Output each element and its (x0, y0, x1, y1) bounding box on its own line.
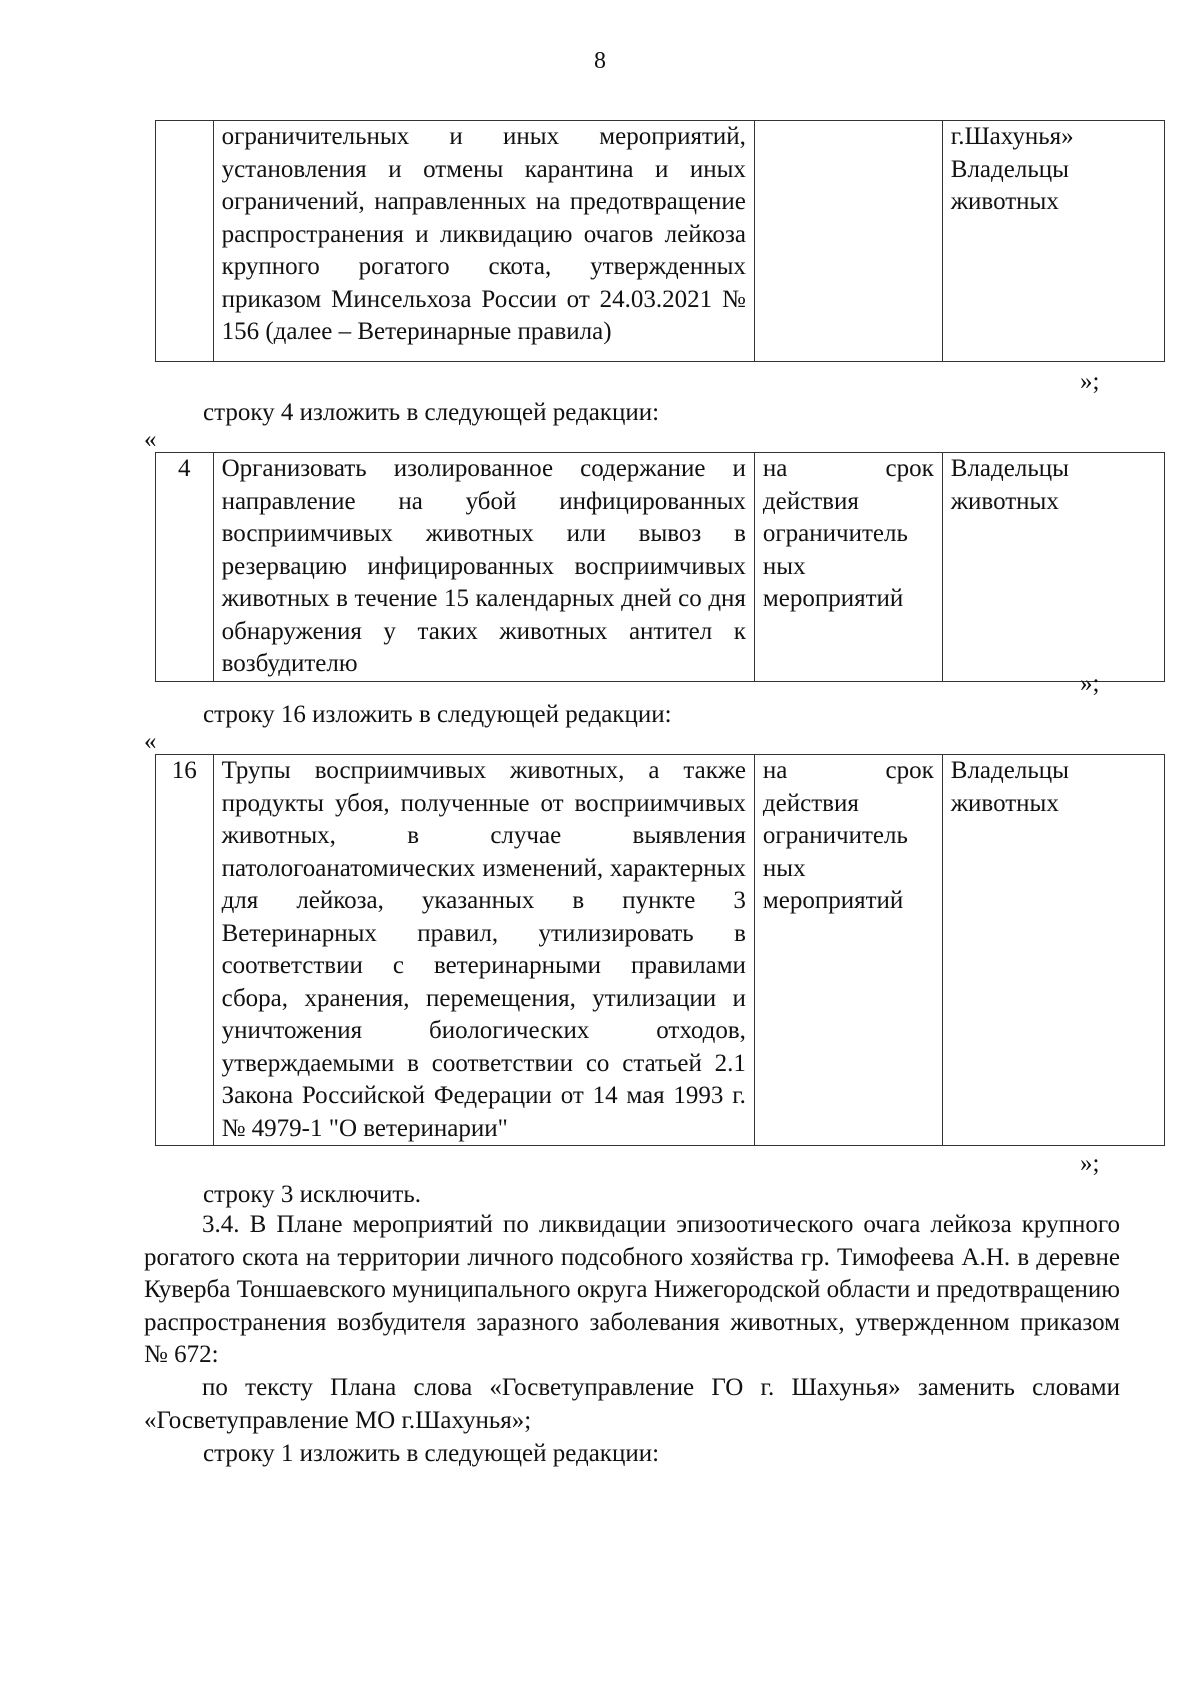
instruction-row-4: строку 4 изложить в следующей редакции: (203, 399, 660, 426)
table-row-16 (155, 754, 1165, 1146)
opening-quote: « (144, 728, 157, 755)
term-cell: на срок действия ограничитель ных мероприятий (754, 755, 942, 1146)
instruction-row-3: строку 3 исключить. (203, 1181, 421, 1208)
instruction-row-16: строку 16 изложить в следующей редакции: (203, 701, 672, 728)
table-row (156, 453, 1165, 682)
term-cell: на срок действия ограничитель ных мероприятий (754, 453, 942, 682)
row-number-cell: 16 (156, 755, 214, 1146)
paragraph-3-4-text: 3.4. В Плане мероприятий по ликвидации эпизоотического очага лейкоза крупного рогатого скота на территории личного подсобного хозяйства гр. Тимофеева А.Н. в деревне Куверба Тоншаевского муниципального округа Нижегородской области и предотвращению распространения возбудителя заразного заболевания животных, утвержденном приказом № 672: (144, 1211, 1120, 1368)
paragraph-3-4 (144, 1209, 1120, 1372)
responsible-cell: Владельцы животных (942, 453, 1164, 682)
term-cell (754, 121, 942, 362)
opening-quote: « (144, 426, 157, 453)
table-row-4 (155, 452, 1165, 682)
page-number: 8 (594, 48, 606, 74)
table-row (156, 121, 1165, 362)
table-row (156, 755, 1165, 1146)
responsible-cell: Владельцы животных (942, 755, 1164, 1146)
paragraph-replace-text: по тексту Плана слова «Госветуправление ГО г. Шахунья» заменить словами «Госветуправление МО г.Шахунья»; (144, 1374, 1120, 1434)
measure-text-cell: Трупы восприимчивых животных, а также продукты убоя, полученные от восприимчивых животных, в случае выявления патологоанатомических изменений, характерных для лейкоза, указанных в пункте 3 Ветеринарных правил, утилизировать в соответствии с ветеринарными правилами сбора, хранения, перемещения, утилизации и уничтожения биологических отходов, утверждаемыми в соответствии со статьей 2.1 Закона Российской Федерации от 14 мая 1993 г. № 4979-1 "О ветеринарии" (213, 755, 754, 1146)
closing-quote: »; (1080, 670, 1100, 697)
measure-text-cell: ограничительных и иных мероприятий, установления и отмены карантина и иных ограничений, направленных на предотвращение распространения и ликвидацию очагов лейкоза крупного рогатого скота, утвержденных приказом Минсельхоза России от 24.03.2021 № 156 (далее – Ветеринарные правила) (213, 121, 754, 362)
closing-quote: »; (1080, 1150, 1100, 1177)
table-continuation (155, 120, 1165, 362)
closing-quote: »; (1080, 368, 1100, 395)
instruction-row-1: строку 1 изложить в следующей редакции: (203, 1440, 660, 1467)
row-number-cell: 4 (156, 453, 214, 682)
responsible-cell: г.Шахунья» Владельцы животных (942, 121, 1164, 362)
row-number-cell (156, 121, 214, 362)
measure-text-cell: Организовать изолированное содержание и направление на убой инфицированных восприимчивых животных или вывоз в резервацию инфицированных восприимчивых животных в течение 15 календарных дней со дня обнаружения у таких животных антител к возбудителю (213, 453, 754, 682)
paragraph-replace-wording (144, 1372, 1120, 1437)
